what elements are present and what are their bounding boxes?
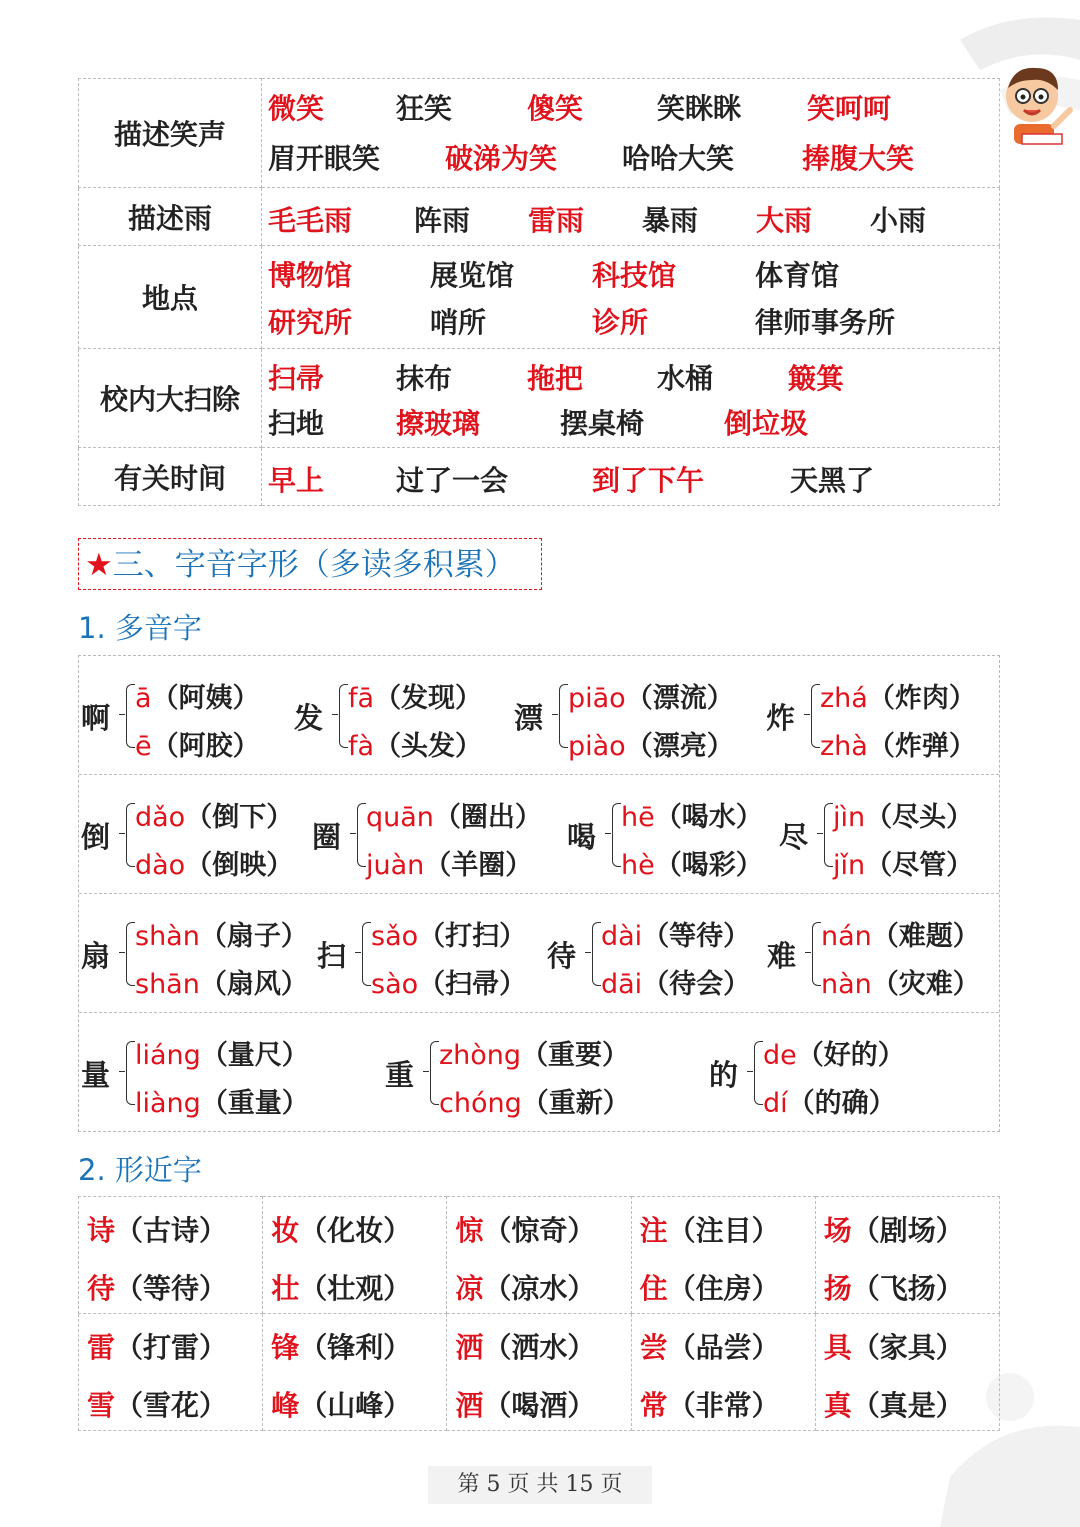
example-word: （漂流） (625, 683, 734, 714)
pinyin: fà (348, 731, 375, 762)
similar-cell (263, 1314, 447, 1431)
similar-entry (271, 1384, 411, 1424)
example-word: （头发） (374, 731, 483, 762)
pinyin: nàn (821, 969, 872, 1000)
vocab-word: 天黑了 (790, 463, 875, 497)
example-word: （阿姨） (151, 683, 260, 714)
polyphonic-char: 重 (385, 1058, 415, 1092)
polyphonic-char: 扇 (81, 939, 111, 973)
similar-entry (824, 1384, 964, 1424)
example-word: （扇风） (199, 969, 308, 1000)
brace-icon (612, 803, 621, 867)
vocab-word: 展览馆 (430, 259, 515, 292)
vocab-word: 阵雨 (414, 203, 471, 237)
pinyin: chóng (439, 1088, 522, 1119)
similar-cell (447, 1314, 631, 1431)
star-icon: ★ (85, 547, 113, 583)
vocab-row (79, 349, 1000, 448)
vocab-word: 博物馆 (268, 259, 353, 292)
pinyin: ā (135, 683, 152, 714)
similar-cell (815, 1197, 999, 1314)
pinyin-line (371, 962, 526, 1001)
example-word: （扇子） (199, 921, 308, 952)
polyphonic-char: 炸 (766, 701, 796, 735)
vocab-word: 哨所 (430, 306, 487, 339)
pinyin: shàn (135, 921, 200, 952)
pinyin: zhá (820, 683, 868, 714)
vocab-row (79, 448, 1000, 506)
similar-entry (271, 1326, 411, 1366)
pinyin-line (568, 676, 734, 715)
example-word: （炸弹） (867, 731, 976, 762)
pinyin-line (135, 914, 308, 953)
brace-icon (812, 922, 821, 986)
pinyin: zhòng (439, 1040, 522, 1071)
vocab-word: 毛毛雨 (268, 203, 353, 237)
similar-word: （剧场） (851, 1214, 964, 1247)
pinyin-line (821, 962, 980, 1001)
similar-entry (640, 1267, 780, 1307)
similar-entry (455, 1326, 595, 1366)
similar-entry (271, 1267, 411, 1307)
similar-cell (631, 1197, 815, 1314)
pinyin: liàng (135, 1088, 201, 1119)
brace-icon (362, 922, 371, 986)
polyphonic-char: 尽 (779, 820, 809, 854)
similar-entry (824, 1326, 964, 1366)
brace-icon (559, 684, 568, 748)
similar-cell (79, 1314, 263, 1431)
pinyin: sǎo (371, 921, 419, 952)
vocab-word: 暴雨 (642, 203, 699, 237)
pinyin: quān (366, 802, 434, 833)
similar-char: 凉 (455, 1272, 484, 1305)
example-word: （发现） (374, 683, 483, 714)
vocab-word: 科技馆 (592, 259, 677, 292)
vocab-word: 到了下午 (592, 463, 705, 497)
similar-char: 真 (823, 1389, 852, 1422)
vocab-row (79, 246, 1000, 349)
polyphonic-char: 圈 (312, 820, 342, 854)
subheading-polyphonic: 1. 多音字 (78, 611, 202, 645)
vocab-word: 笑眯眯 (657, 92, 742, 125)
vocab-category: 校内大扫除 (79, 349, 262, 448)
similar-char: 场 (823, 1214, 852, 1247)
similar-entry (640, 1384, 780, 1424)
example-word: （待会） (642, 969, 751, 1000)
similar-entry (87, 1267, 227, 1307)
example-word: （等待） (642, 921, 751, 952)
vocab-word: 擦玻璃 (396, 407, 481, 440)
page-footer: 第 5 页 共 15 页 (428, 1466, 652, 1504)
similar-char: 雪 (87, 1389, 116, 1422)
vocab-word: 抹布 (396, 362, 453, 395)
vocab-words (262, 448, 1000, 506)
similar-char: 雷 (87, 1331, 116, 1364)
pinyin: jìn (833, 802, 866, 833)
similar-chars-table (78, 1196, 1000, 1431)
brace-icon (126, 803, 135, 867)
vocab-word: 研究所 (268, 306, 353, 339)
similar-word: （飞扬） (851, 1272, 964, 1305)
example-word: （灾难） (871, 969, 980, 1000)
pinyin-line (821, 914, 980, 953)
pinyin-line (135, 676, 260, 715)
example-word: （打扫） (418, 921, 527, 952)
similar-entry (640, 1326, 780, 1366)
brace-icon (126, 1041, 135, 1105)
brace-icon (754, 1041, 763, 1105)
pinyin: jǐn (833, 850, 866, 881)
similar-cell (263, 1197, 447, 1314)
pinyin-line (439, 1081, 630, 1120)
similar-char: 具 (823, 1331, 852, 1364)
vocab-row (79, 79, 1000, 188)
subheading-similar-chars: 2. 形近字 (78, 1153, 202, 1187)
similar-cell (815, 1314, 999, 1431)
brace-icon (811, 684, 820, 748)
vocab-category: 地点 (79, 246, 262, 349)
similar-word: （注目） (667, 1214, 780, 1247)
similar-word: （洒水） (483, 1331, 596, 1364)
example-word: （漂亮） (625, 731, 734, 762)
polyphonic-char: 扫 (317, 939, 347, 973)
pinyin: shān (135, 969, 200, 1000)
vocab-category: 有关时间 (79, 448, 262, 506)
pinyin: dǎo (135, 802, 186, 833)
example-word: （喝彩） (654, 850, 763, 881)
brace-icon (824, 803, 833, 867)
similar-word: （真是） (851, 1389, 964, 1422)
vocab-words (262, 349, 1000, 448)
pinyin: ē (135, 731, 152, 762)
brace-icon (339, 684, 348, 748)
vocab-words (262, 246, 1000, 349)
similar-word: （古诗） (115, 1214, 228, 1247)
example-word: （扫帚） (418, 969, 527, 1000)
pinyin: liáng (135, 1040, 201, 1071)
vocab-word: 扫帚 (268, 362, 325, 395)
vocab-category: 描述雨 (79, 188, 262, 246)
polyphonic-char: 难 (767, 939, 797, 973)
pinyin: hè (621, 850, 655, 881)
pinyin-line (621, 843, 763, 882)
example-word: （好的） (796, 1040, 905, 1071)
polyphonic-row (79, 1013, 999, 1131)
similar-entry (87, 1326, 227, 1366)
polyphonic-char: 倒 (81, 820, 111, 854)
similar-word: （凉水） (483, 1272, 596, 1305)
example-word: （尽管） (865, 850, 974, 881)
vocab-word: 拖把 (527, 362, 584, 395)
pinyin-line (763, 1081, 896, 1120)
similar-char: 惊 (455, 1214, 484, 1247)
example-word: （难题） (871, 921, 980, 952)
similar-char: 壮 (271, 1272, 300, 1305)
polyphonic-row (79, 894, 999, 1013)
pinyin-line (348, 724, 482, 763)
similar-word: （非常） (667, 1389, 780, 1422)
polyphonic-row (79, 656, 999, 775)
pinyin-line (833, 843, 973, 882)
similar-char: 注 (639, 1214, 668, 1247)
pinyin-line (621, 795, 763, 834)
similar-word: （家具） (851, 1331, 964, 1364)
similar-word: （惊奇） (483, 1214, 596, 1247)
similar-cell (79, 1197, 263, 1314)
pinyin: zhà (820, 731, 868, 762)
similar-entry (455, 1384, 595, 1424)
vocab-word: 簸箕 (788, 362, 845, 395)
vocab-word: 破涕为笑 (445, 142, 558, 175)
similar-word: （品尝） (667, 1331, 780, 1364)
vocab-word: 哈哈大笑 (622, 142, 735, 175)
polyphonic-char: 发 (294, 701, 324, 735)
pinyin: dí (763, 1088, 788, 1119)
pinyin-line (371, 914, 526, 953)
vocab-word: 捧腹大笑 (802, 142, 915, 175)
vocab-word: 早上 (268, 463, 325, 497)
pinyin-line (820, 676, 976, 715)
similar-char: 妆 (271, 1214, 300, 1247)
example-word: （倒映） (185, 850, 294, 881)
vocab-word: 过了一会 (396, 463, 509, 497)
similar-word: （喝酒） (483, 1389, 596, 1422)
pinyin-line (366, 795, 542, 834)
pinyin-line (439, 1033, 629, 1072)
similar-char: 酒 (455, 1389, 484, 1422)
polyphonic-char: 待 (547, 939, 577, 973)
similar-entry (640, 1209, 780, 1249)
pinyin-line (601, 914, 750, 953)
brace-icon (357, 803, 366, 867)
similar-cell (631, 1314, 815, 1431)
brace-icon (430, 1041, 439, 1105)
pinyin: dài (601, 921, 643, 952)
pinyin-line (135, 724, 260, 763)
vocab-word: 体育馆 (755, 259, 840, 292)
vocab-words (262, 79, 1000, 188)
pinyin: dào (135, 850, 186, 881)
similar-char: 待 (87, 1272, 116, 1305)
pinyin: piāo (568, 683, 626, 714)
polyphonic-grid (78, 655, 1000, 1132)
pinyin-line (833, 795, 973, 834)
similar-entry (87, 1384, 227, 1424)
pinyin: hē (621, 802, 655, 833)
example-word: （重新） (521, 1088, 630, 1119)
similar-char: 扬 (823, 1272, 852, 1305)
similar-cell (447, 1197, 631, 1314)
vocab-word: 水桶 (657, 362, 714, 395)
vocab-word: 诊所 (592, 306, 649, 339)
example-word: （重要） (521, 1040, 630, 1071)
similar-entry (271, 1209, 411, 1249)
brace-icon (592, 922, 601, 986)
similar-word: （住房） (667, 1272, 780, 1305)
similar-row (79, 1314, 1000, 1431)
similar-word: （等待） (115, 1272, 228, 1305)
pinyin-line (135, 1033, 309, 1072)
example-word: （倒下） (185, 802, 294, 833)
vocab-row (79, 188, 1000, 246)
pinyin: juàn (366, 850, 425, 881)
similar-entry (824, 1267, 964, 1307)
polyphonic-row (79, 775, 999, 894)
example-word: （量尺） (200, 1040, 309, 1071)
vocab-word: 律师事务所 (755, 306, 896, 339)
polyphonic-char: 的 (709, 1058, 739, 1092)
pinyin-line (135, 962, 308, 1001)
pinyin-line (135, 843, 293, 882)
vocab-word: 微笑 (268, 92, 325, 125)
polyphonic-char: 喝 (567, 820, 597, 854)
polyphonic-char: 啊 (81, 701, 111, 735)
cartoon-boy-mascot (996, 58, 1076, 148)
similar-word: （化妆） (299, 1214, 412, 1247)
pinyin: piào (568, 731, 626, 762)
similar-char: 洒 (455, 1331, 484, 1364)
vocab-word: 大雨 (756, 203, 813, 237)
pinyin-line (135, 795, 293, 834)
similar-entry (455, 1209, 595, 1249)
example-word: （重量） (200, 1088, 309, 1119)
vocab-word: 狂笑 (396, 92, 453, 125)
similar-char: 住 (639, 1272, 668, 1305)
polyphonic-char: 量 (81, 1058, 111, 1092)
pinyin: dāi (601, 969, 643, 1000)
similar-entry (824, 1209, 964, 1249)
similar-word: （打雷） (115, 1331, 228, 1364)
vocab-word: 摆桌椅 (560, 407, 645, 440)
example-word: （阿胶） (151, 731, 260, 762)
similar-char: 尝 (639, 1331, 668, 1364)
vocab-word: 笑呵呵 (807, 92, 892, 125)
brace-icon (126, 684, 135, 748)
brace-icon (126, 922, 135, 986)
example-word: （圈出） (433, 802, 542, 833)
pinyin-line (366, 843, 532, 882)
pinyin-line (568, 724, 734, 763)
pinyin: de (763, 1040, 797, 1071)
vocab-word: 小雨 (870, 203, 927, 237)
pinyin-line (763, 1033, 905, 1072)
pinyin: fā (348, 683, 375, 714)
vocab-word: 倒垃圾 (724, 407, 809, 440)
section-title: 三、字音字形（多读多积累） (112, 547, 516, 583)
polyphonic-char: 漂 (514, 701, 544, 735)
vocab-word: 雷雨 (528, 203, 585, 237)
similar-char: 峰 (271, 1389, 300, 1422)
similar-word: （锋利） (299, 1331, 412, 1364)
similar-char: 锋 (271, 1331, 300, 1364)
pinyin-line (348, 676, 482, 715)
vocab-word: 扫地 (268, 407, 325, 440)
vocab-words (262, 188, 1000, 246)
similar-char: 常 (639, 1389, 668, 1422)
vocabulary-table (78, 78, 1000, 506)
similar-entry (455, 1267, 595, 1307)
vocab-word: 眉开眼笑 (268, 142, 381, 175)
similar-word: （山峰） (299, 1389, 412, 1422)
section-heading (78, 538, 542, 590)
example-word: （喝水） (654, 802, 763, 833)
example-word: （炸肉） (867, 683, 976, 714)
similar-row (79, 1197, 1000, 1314)
similar-word: （壮观） (299, 1272, 412, 1305)
pinyin: nán (821, 921, 872, 952)
pinyin-line (135, 1081, 309, 1120)
vocab-word: 傻笑 (527, 92, 584, 125)
similar-word: （雪花） (115, 1389, 228, 1422)
pinyin-line (820, 724, 976, 763)
vocab-category: 描述笑声 (79, 79, 262, 188)
pinyin: sào (371, 969, 419, 1000)
example-word: （的确） (787, 1088, 896, 1119)
example-word: （尽头） (865, 802, 974, 833)
pinyin-line (601, 962, 750, 1001)
example-word: （羊圈） (424, 850, 533, 881)
similar-entry (87, 1209, 227, 1249)
similar-char: 诗 (87, 1214, 116, 1247)
